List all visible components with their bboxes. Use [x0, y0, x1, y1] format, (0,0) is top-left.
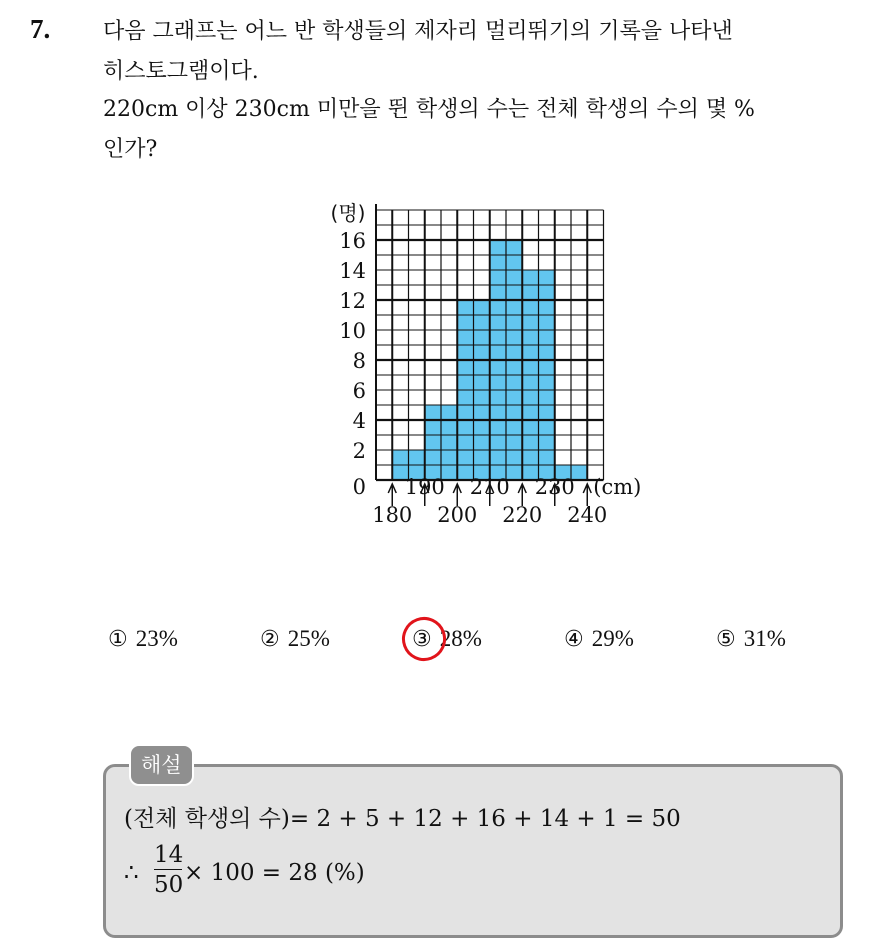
choice-5-mark: ⑤	[716, 627, 736, 652]
y-tick-label: 12	[339, 289, 366, 313]
question-line-3: 220cm 이상 230cm 미만을 뛴 학생의 수는 전체 학생의 수의 몇 %	[103, 97, 755, 122]
fraction	[154, 842, 182, 899]
x-tick-label: 240	[567, 503, 608, 527]
fraction-denominator: 50	[154, 872, 184, 898]
choice-3-text: 28%	[439, 626, 482, 651]
solution-result: × 100 = 28 (%)	[184, 860, 365, 886]
histogram-chart	[310, 190, 650, 540]
choice-2-mark: ②	[260, 627, 280, 652]
y-tick-label: 10	[339, 319, 366, 343]
choice-3-mark: ③	[412, 627, 432, 652]
x-tick-label: 210	[469, 475, 510, 499]
y-axis-label: (명)	[330, 201, 366, 225]
choice-1-mark: ①	[108, 627, 128, 652]
question-line-1: 다음 그래프는 어느 반 학생들의 제자리 멀리뛰기의 기록을 나타낸	[103, 19, 733, 44]
y-tick-label: 8	[352, 349, 366, 373]
solution-line-1: (전체 학생의 수)= 2 + 5 + 12 + 16 + 14 + 1 = 50	[124, 806, 681, 832]
choice-2-text: 25%	[287, 626, 330, 651]
therefore-symbol: ∴	[124, 860, 139, 886]
choice-4-text: 29%	[591, 626, 634, 651]
choice-5-text: 31%	[743, 626, 786, 651]
y-tick-label: 0	[352, 475, 366, 499]
y-tick-label: 2	[352, 439, 366, 463]
question-line-4: 인가?	[103, 137, 158, 162]
y-tick-label: 4	[352, 409, 366, 433]
choice-1-text: 23%	[135, 626, 178, 651]
choice-2[interactable]	[260, 626, 330, 652]
choice-5[interactable]	[716, 626, 786, 652]
question-number: 7.	[30, 14, 51, 44]
y-tick-label: 16	[339, 229, 366, 253]
x-tick-label: 180	[372, 503, 413, 527]
x-tick-label: 230	[534, 475, 575, 499]
x-axis-label: (cm)	[593, 475, 642, 499]
choice-1[interactable]	[108, 626, 178, 652]
choice-4[interactable]	[564, 626, 634, 652]
fraction-numerator: 14	[154, 842, 184, 868]
solution-box	[103, 764, 843, 938]
solution-tag: 해설	[129, 744, 194, 786]
x-tick-label: 200	[437, 503, 478, 527]
y-tick-label: 14	[339, 259, 366, 283]
x-tick-label: 220	[502, 503, 543, 527]
x-tick-label: 190	[404, 475, 445, 499]
fraction-bar	[154, 869, 182, 870]
choice-4-mark: ④	[564, 627, 584, 652]
y-tick-label: 6	[352, 379, 366, 403]
question-line-2: 히스토그램이다.	[103, 59, 259, 84]
